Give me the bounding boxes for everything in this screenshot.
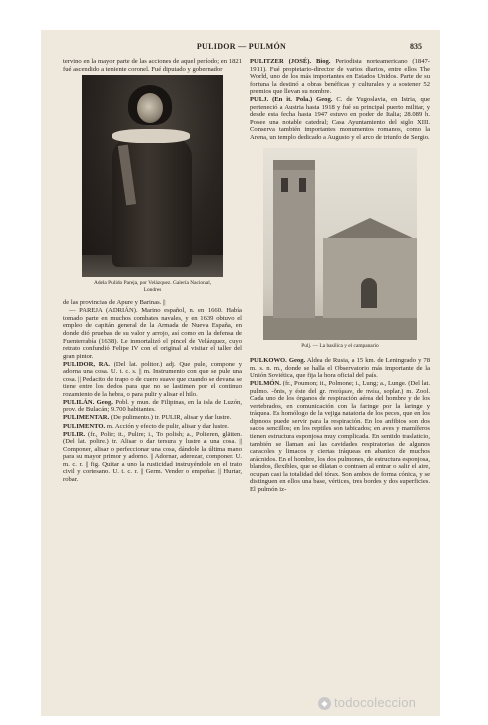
entry-pulmon: PULMÓN. (fr., Poumon; it., Polmone; i., Lung; a., Lunge. (Del lat. pulmo. -ŏnis, y éste del gr. πνεύμων, de πνέω, soplar.) m. Zool. Cada uno de los órganos de respiración aérea del hombre y de los vertebrados, en comunicación con la faringe por la laringe y tráquea. Es homólogo de la vejiga natatoria de los peces, que en los dipnoos puede servir para la respiración. En los anfibios son dos sacos sencillos; en los reptiles son tabicados; en aves y mamíferos tienen estructura esponjosa muy complicada. En sentido traslaticio, también se llaman así las cavidades respiratorias de algunos caracoles y limacos y ciertas tráqueas en abanico de muchos arácnidos. En el hombre, los dos pulmones, de estructura esponjosa, blandos, flexibles, que se dilatan o contraen al entrar o salir el aire, ocupan casi la totalidad del tórax. Son ambos de forma cónica, y se distinguen en ellos una base, vértices, tres bordes y dos superficies. El pulmón iz- — [250, 380, 430, 493]
portrait-photo — [82, 75, 223, 277]
portrait-caption: Adela Pulido Pareja, por Velázquez. Galería Nacional, Londres — [93, 280, 212, 293]
running-head: PULIDOR — PULMÓN — [196, 42, 287, 51]
entry-pulkowo: PULKOWO. Geog. Aldea de Rusia, a 15 km. de Leningrado y 78 m. s. n. m., donde se halla el Observatorio más importante de la Unión Soviética, que fija la hora oficial del país. — [250, 357, 431, 380]
basilica-caption: Pulj. — La basílica y el campanario — [301, 342, 379, 349]
encyclopedia-page — [41, 30, 440, 716]
page-header — [61, 42, 422, 54]
entry-pulitzer: PULITZER (JOSÉ). Biog. Periodista norteamericano (1847-1911). Fué propietario-director de varios diarios, entre ellos The World, uno de los más importantes en Estados Unidos. Parte de su fortuna la destinó a obras benéficas y culturales y a sostener 52 premios que llevan su nombre. — [250, 58, 431, 96]
watermark: ◆ todocoleccion — [318, 695, 416, 710]
left-column — [63, 58, 242, 484]
right-column — [250, 58, 430, 494]
entry-pulj: PULJ. (En it. Pola.) Geog. C. de Yugoslavia, en Istria, que perteneció a Austria hasta 1918 y fué su principal puerto militar, y desde esta fecha hasta 1947 estuvo en poder de Italia; 28.089 h. Posee una notable catedral; Casa Ayuntamiento del siglo XIII. Conserva también importantes monumentos romanos, como la Arena, un templo dedicado a Augusto y el arco de triunfo de Sergio. — [250, 96, 430, 141]
entry-continuation: tervino en la mayor parte de las acciones de aquel período; en 1821 fué ascendido a teniente coronel. Fué diputado y gobernador — [63, 58, 242, 73]
entry-pulilan: PULILÁN. Geog. Pobl. y mun. de Filipinas, en la isla de Luzón, prov. de Bulacán; 9.700 habitantes. — [63, 398, 243, 414]
entry-pulimentar: PULIMENTAR. (De pulimento.) tr. PULIR, alisar y dar lustre. — [63, 414, 232, 422]
basilica-photo — [263, 148, 417, 340]
page-number: 835 — [410, 42, 422, 51]
watermark-logo-icon: ◆ — [318, 697, 331, 710]
entry-text: de las provincias de Apure y Barinas. || — [63, 299, 166, 307]
entry-pareja: — PAREJA (ADRIÁN). Marino español, n. en 1660. Había tomado parte en muchos combates navales, y en 1639 obtuvo el empleo de capitán general de la Armada de Nueva España, en donde dió pruebas de su valor y arrojo, así como en la defensa de Fuenterrabía (1638). Le inmortalizó el pincel de Velázquez, cuyo retrato confundió Felipe IV con el original al visitar el taller del gran pintor. — [63, 307, 242, 360]
entry-pulidor: PULIDOR, RA. (Del lat. politor.) adj. Que pule, compone y adorna una cosa. U. t. c. s. || m. Instrumento con que se pule una cosa. || Pedacito de trapo o de cuero suave que cuando se devana se tiene entre los dedos para que no se lastimen por el continuo rozamiento de la hebra, o para pulir y alisar el hilo. — [63, 360, 242, 398]
entry-pulir: PULIR. (fr., Polir; it., Pulire; i., To polish; a., Polieren, glätten. (Del lat. polire.) tr. Alisar o dar tersura y lustre a una cosa. || Componer, alisar o perfeccionar una cosa, dándole la última mano para su mayor primor y adorno. || Adornar, aderezar, componer. U. m. c. r. || fig. Quitar a uno la rusticidad instruyéndole en el trato civil y cortesano. U. t. c. r. || Germ. Vender o empeñar. || Hurtar, robar. — [63, 430, 242, 483]
entry-pulimento: PULIMENTO. m. Acción y efecto de pulir, alisar y dar lustre. — [63, 422, 229, 430]
